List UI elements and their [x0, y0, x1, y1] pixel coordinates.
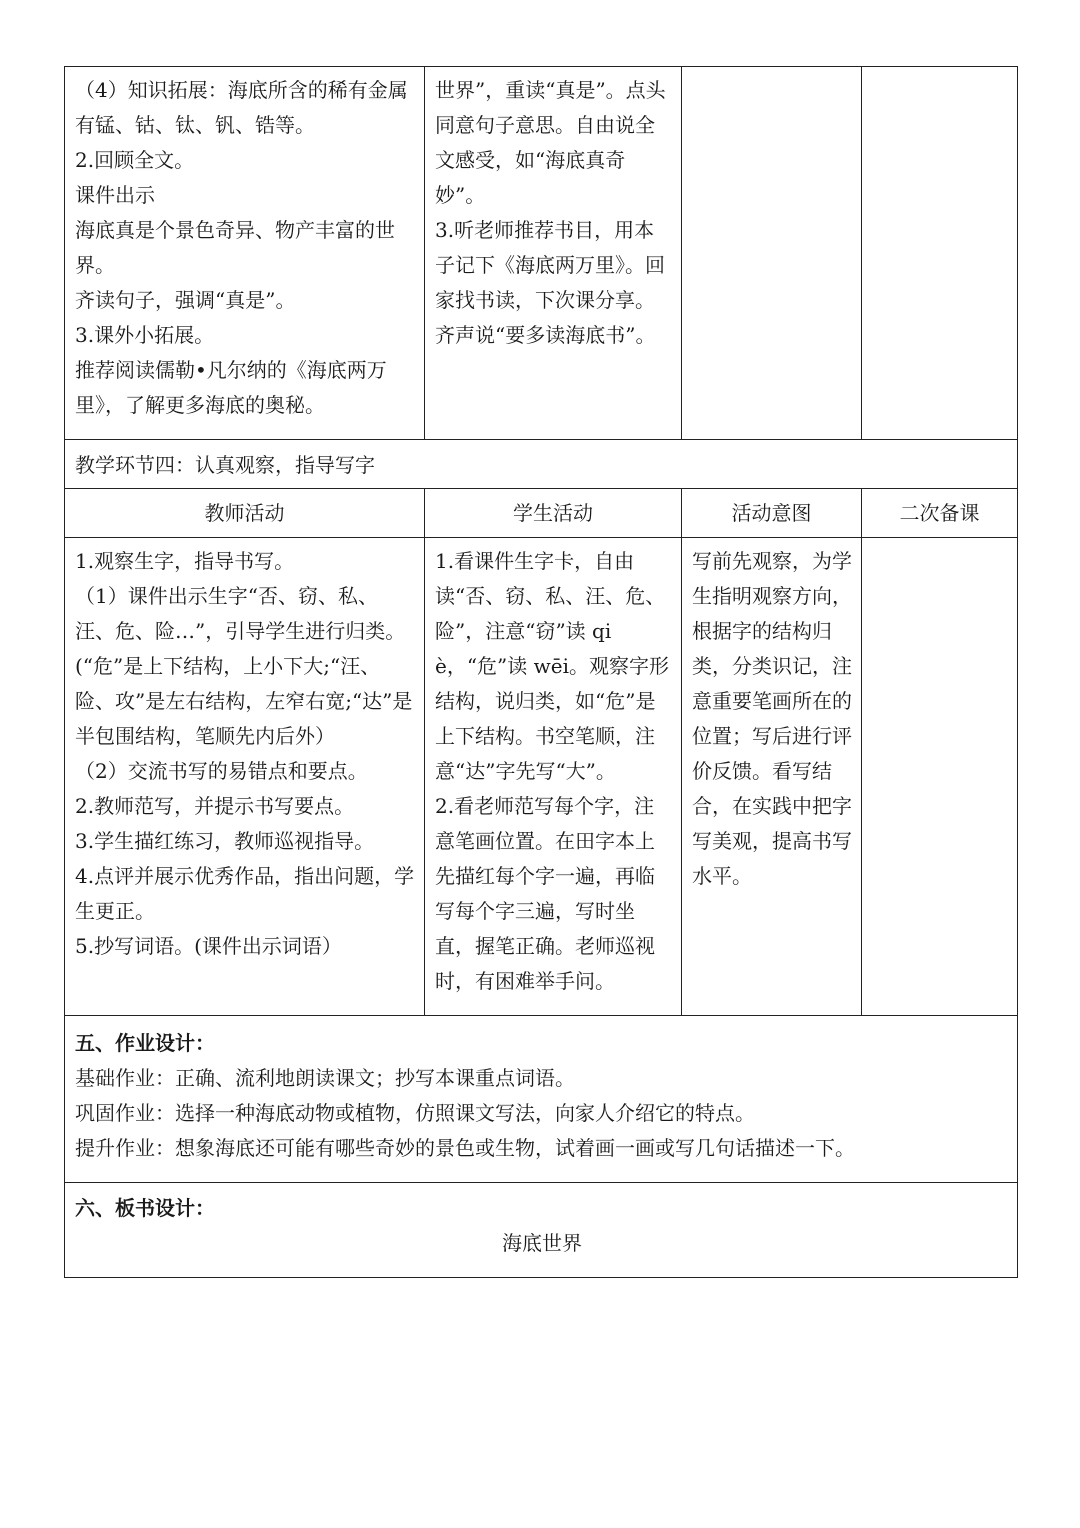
lower-teacher-line: 4.点评并展示优秀作品，指出问题，学生更正。	[75, 864, 415, 923]
upper-student-cell	[425, 67, 682, 440]
lower-teacher-line: （2）交流书写的易错点和要点。	[75, 759, 368, 783]
upper-student-line: 3.听老师推荐书目，用本子记下《海底两万里》。回家找书读，下次课分享。齐声说“要多读海底书”。	[435, 218, 665, 347]
section-four-row	[65, 440, 1018, 489]
header-activity-intent: 活动意图	[682, 489, 862, 538]
column-header-row	[65, 489, 1018, 538]
homework-item: 基础作业：正确、流利地朗读课文；抄写本课重点词语。	[75, 1066, 575, 1090]
lower-student-cell	[425, 538, 682, 1016]
lesson-plan-sheet	[64, 66, 1017, 1278]
header-student-activity: 学生活动	[425, 489, 682, 538]
upper-activity-row	[65, 67, 1018, 440]
lower-teacher-line: 2.教师范写，并提示书写要点。	[75, 794, 355, 818]
header-teacher-activity: 教师活动	[65, 489, 425, 538]
lower-teacher-line: 1.观察生字，指导书写。	[75, 549, 295, 573]
upper-teacher-line: 课件出示	[75, 183, 155, 207]
homework-title: 五、作业设计：	[75, 1031, 215, 1055]
lower-student-line: 1.看课件生字卡，自由读“否、窃、私、汪、危、险”，注意“窃”读 qiè，“危”读 wēi。观察字形结构，说归类，如“危”是上下结构。书空笔顺，注意“达”字先写“大”。	[435, 549, 669, 783]
lower-student-line: 2.看老师范写每个字，注意笔画位置。在田字本上先描红每个字一遍，再临写每个字三遍，写时坐直，握笔正确。老师巡视时，有困难举手问。	[435, 794, 655, 993]
upper-teacher-cell	[65, 67, 425, 440]
upper-student-line: 世界”，重读“真是”。点头同意句子意思。自由说全文感受，如“海底真奇妙”。	[435, 78, 666, 207]
homework-item: 提升作业：想象海底还可能有哪些奇妙的景色或生物，试着画一画或写几句话描述一下。	[75, 1136, 855, 1160]
upper-teacher-line: （4）知识拓展：海底所含的稀有金属有锰、钴、钛、钒、锆等。	[75, 78, 408, 137]
homework-row	[65, 1016, 1018, 1183]
lower-backup-cell	[862, 538, 1018, 1016]
board-design-content: 海底世界	[502, 1231, 582, 1255]
lower-intent-cell: 写前先观察，为学生指明观察方向，根据字的结构归类，分类识记，注意重要笔画所在的位置；写后进行评价反馈。看写结合，在实践中把字写美观，提高书写水平。	[682, 538, 862, 1016]
upper-teacher-line: 推荐阅读儒勒•凡尔纳的《海底两万里》，了解更多海底的奥秘。	[75, 358, 387, 417]
board-design-title: 六、板书设计：	[75, 1196, 215, 1220]
lesson-plan-table	[64, 66, 1018, 1278]
homework-cell	[65, 1016, 1018, 1183]
upper-teacher-line: 齐读句子，强调“真是”。	[75, 288, 296, 312]
lower-teacher-cell	[65, 538, 425, 1016]
lower-teacher-line: 5.抄写词语。(课件出示词语）	[75, 934, 342, 958]
upper-teacher-line: 2.回顾全文。	[75, 148, 195, 172]
section-four-title: 教学环节四：认真观察，指导写字	[65, 440, 1018, 489]
lower-teacher-line: 3.学生描红练习，教师巡视指导。	[75, 829, 375, 853]
upper-backup-cell	[862, 67, 1018, 440]
upper-teacher-line: 3.课外小拓展。	[75, 323, 215, 347]
header-second-prep: 二次备课	[862, 489, 1018, 538]
upper-intent-cell	[682, 67, 862, 440]
lower-teacher-line: （1）课件出示生字“否、窃、私、汪、危、险…”，引导学生进行归类。(“危”是上下结构，上小下大;“汪、险、攻”是左右结构，左窄右宽;“达”是半包围结构，笔顺先内后外）	[75, 584, 413, 748]
board-design-cell	[65, 1183, 1018, 1278]
board-design-row	[65, 1183, 1018, 1278]
lower-activity-row	[65, 538, 1018, 1016]
homework-item: 巩固作业：选择一种海底动物或植物，仿照课文写法，向家人介绍它的特点。	[75, 1101, 755, 1125]
upper-teacher-line: 海底真是个景色奇异、物产丰富的世界。	[75, 218, 395, 277]
